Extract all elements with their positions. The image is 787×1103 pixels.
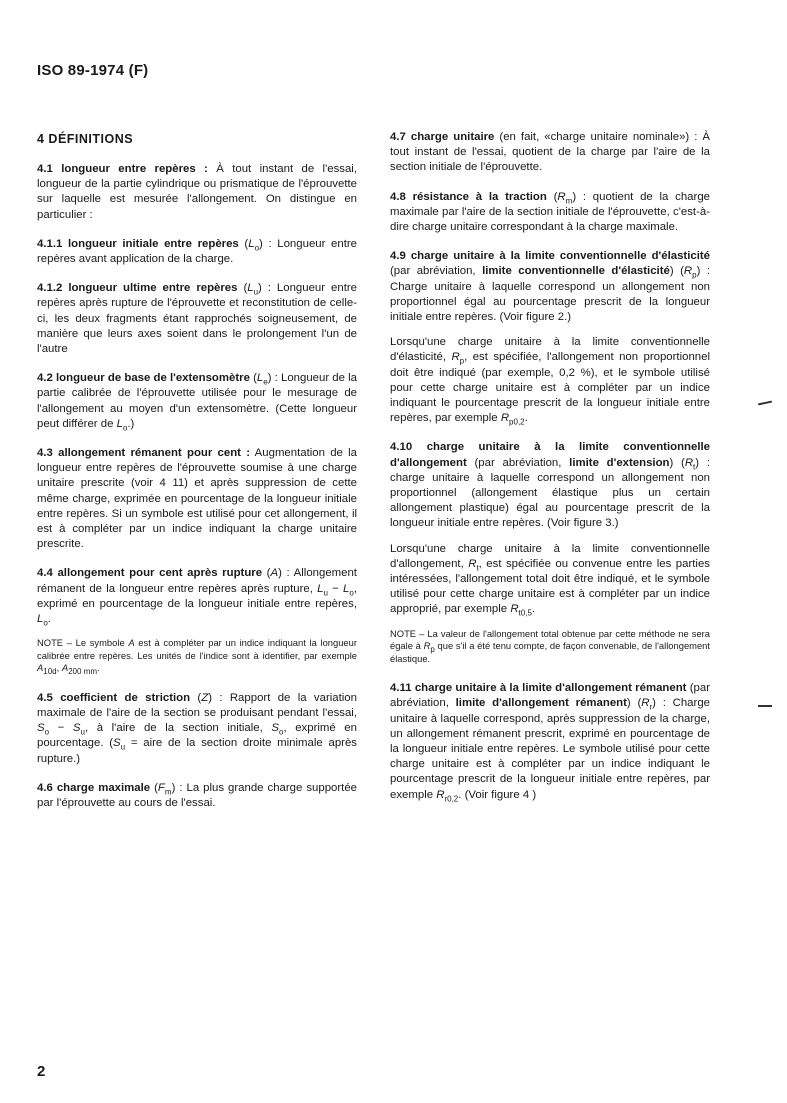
term: charge unitaire à la limite d'allongement rémanent bbox=[414, 682, 687, 695]
clause-number: 4.3 bbox=[37, 447, 53, 460]
definition-text: ) : Longueur entre repères avant application de la charge. bbox=[37, 237, 358, 266]
definition-text: (en fait, «charge unitaire nominale») : À tout instant de l'essai, quotient de la charge par l'aire de la section initiale de l'éprouvette. bbox=[390, 131, 710, 174]
definition-text: Augmentation de la longueur entre repères de l'éprouvette soumise à une charge unitaire prescrite (voir 4 11) et après suppression de cette même charge, exprimée en pourcentage de la longueur initiale entre repères. Si un symbole est utilisé pour cet allongement, il est à compléter par un indice indiquant la charge unitaire prescrite. bbox=[37, 447, 358, 551]
term: charge unitaire à la limite conventionnelle d'élasticité bbox=[410, 250, 710, 263]
document-header: ISO 89-1974 (F) bbox=[37, 62, 149, 79]
term: charge unitaire à la limite conventionnelle d'allongement bbox=[390, 441, 710, 469]
definition-4-1-1: 4.1.1 longueur initiale entre repères $(L_o)$ : Longueur entre repères avant application de la charge. bbox=[37, 237, 358, 266]
left-column bbox=[37, 130, 357, 825]
clause-number: 4.1 bbox=[37, 163, 53, 175]
definition-4-1-2: 4.1.2 longueur ultime entre repères $(L_u)$ : Longueur entre repères après rupture de l'éprouvette et reconstitution de celle-ci, les deux fragments étant rapprochés soigneusement, de manière que leurs axes soient dans le prolongement l'un de l'autre bbox=[37, 282, 357, 356]
definition-text: ) : Longueur de la partie calibrée de l'éprouvette utilisée pour le mesurage de l'allongement au moyen d'un extensomètre. (Cette longueur peut différer de bbox=[37, 372, 357, 430]
paragraph-4-10-b: Lorsqu'une charge unitaire à la limite conventionnelle d'allongement, $R_t$, est spécifiée ou convenue entre les parties intéressées, l'allongement total doit être indiqué, et le symbole utilisé pour cette charge unitaire est à compléter par un indice approprié, par exemple $R_{t0,5}$. bbox=[390, 542, 710, 618]
definition-text: À tout instant de l'essai, longueur de la partie cylindrique ou prismatique de l'éprouvette sur laquelle est mesurée l'allongement. On distingue en particulier : bbox=[37, 163, 357, 221]
term: coefficient de striction bbox=[60, 691, 191, 704]
clause-number: 4.1.2 bbox=[37, 282, 63, 295]
definition-text: ) : Charge unitaire à laquelle correspond, après suppression de la charge, un allongement rémanent prescrit, exprimé en pourcentage de la longueur initiale entre repères. Le symbole utilisé pour cette charge unitaire est à compléter par un indice indiquant le pourcentage prescrit de la longueur initiale entre repères, par exemple bbox=[390, 697, 710, 801]
right-column bbox=[390, 130, 710, 817]
term: longueur entre repères : bbox=[61, 163, 208, 175]
section-title: 4 DÉFINITIONS bbox=[37, 132, 134, 146]
definition-4-8: 4.8 résistance à la traction $(R_m)$ : quotient de la charge maximale par l'aire de la section initiale de l'éprouvette, c'est-à-dire charge unitaire correspondant à la charge maximale. bbox=[390, 190, 710, 234]
term: allongement pour cent après rupture bbox=[57, 567, 263, 580]
clause-number: 4.4 bbox=[37, 567, 53, 580]
symbol: L bbox=[248, 237, 255, 250]
definition-4-6: 4.6 charge maximale $(F_m)$ : La plus grande charge supportée par l'éprouvette au cours de l'essai. bbox=[37, 781, 357, 809]
symbol: L bbox=[247, 282, 254, 295]
definition-4-10: 4.10 charge unitaire à la limite conventionnelle d'allongement (par abréviation, limite d'extension) $(R_t)$ : charge unitaire à laquelle correspond un allongement non proportionnel (allongement élastique plus un certain allongement plastique) égal au pourcentage prescrit de la longueur initiale entre repères. (Voir figure 3.) bbox=[390, 441, 710, 530]
clause-number: 4.8 bbox=[390, 190, 406, 203]
page-number: 2 bbox=[37, 1063, 46, 1080]
clause-number: 4.6 bbox=[37, 781, 53, 794]
definition-4-7 bbox=[390, 130, 710, 176]
term: longueur ultime entre repères bbox=[68, 282, 238, 295]
note-4-10: NOTE – La valeur de l'allongement total obtenue par cette méthode ne sera égale à $R_p$ que s'il a été tenu compte, de façon convenable, de l'allongement élastique. bbox=[390, 627, 711, 664]
term: résistance à la traction bbox=[412, 190, 547, 203]
definition-4-5: 4.5 coefficient de striction (Z) : Rapport de la variation maximale de l'aire de la section se produisant pendant l'essai, $S_o - S_u$, à l'aire de la section initiale, $S_o$, exprimé en pourcentage. ($S_u$ = aire de la section droite minimale après rupture.) bbox=[37, 691, 357, 765]
paragraph-4-9-b: Lorsqu'une charge unitaire à la limite conventionnelle d'élasticité, $R_p$, est spécifiée, l'allongement non proportionnel doit être indiqué (par exemple, 0,2 %), et le symbole utilisé pour cette charge unitaire est à compléter par un indice indiquant le pourcentage prescrit de la longueur initiale entre repères, par exemple $R_{p0,2}$. bbox=[390, 336, 710, 427]
margin-mark bbox=[758, 705, 772, 707]
margin-mark bbox=[758, 401, 772, 406]
clause-number: 4.2 bbox=[37, 372, 53, 385]
term: allongement rémanent pour cent : bbox=[58, 447, 251, 460]
term: charge maximale bbox=[56, 781, 151, 794]
definition-4-4: 4.4 allongement pour cent après rupture (A) : Allongement rémanent de la longueur entre repères après rupture, $L_u - L_o$, exprimé en pourcentage de la longueur initiale entre repères, $L_o$. bbox=[37, 567, 358, 628]
definition-4-2: 4.2 longueur de base de l'extensomètre $(L_e)$ : Longueur de la partie calibrée de l'éprouvette utilisée pour le mesurage de l'allongement au moyen d'un extensomètre. (Cette longueur peut différer de $L_o$.) bbox=[37, 372, 357, 433]
definition-4-1 bbox=[37, 162, 357, 223]
definition-text: ) : charge unitaire à laquelle correspond un allongement non proportionnel (allongement élastique plus un certain allongement plastique) égal au pourcentage prescrit de la longueur initiale entre repères. (Voir figure 3.) bbox=[390, 456, 710, 530]
term: longueur initiale entre repères bbox=[68, 237, 239, 250]
clause-number: 4.11 bbox=[390, 682, 412, 695]
definition-text: ) : Charge unitaire à laquelle correspond un allongement non proportionnel égal au pourcentage prescrit de la longueur initiale entre repères. (Voir figure 2.) bbox=[390, 265, 711, 324]
term: charge unitaire bbox=[410, 131, 495, 143]
definition-4-11: 4.11 charge unitaire à la limite d'allongement rémanent (par abréviation, limite d'allongement rémanent) $(R_r)$ : Charge unitaire à laquelle correspond, après suppression de la charge, un allongement rémanent prescrit, exprimé en pourcentage de la longueur initiale entre repères. Le symbole utilisé pour cette charge unitaire est à compléter par un indice indiquant le pourcentage prescrit de la longueur initiale entre repères, par exemple $R_{r0,2}$. (Voir figure 4 ) bbox=[390, 682, 710, 803]
definition-text: ) : Longueur entre repères après rupture de l'éprouvette et reconstitution de celle-ci, les deux fragments étant rapprochés soigneusement, de manière que leurs axes soient dans le prolongement l'un de l'autre bbox=[37, 282, 357, 356]
clause-number: 4.9 bbox=[390, 250, 406, 263]
note-4-4: NOTE – Le symbole A est à compléter par un indice indiquant la longueur calibrée entre repères. Les unités de l'indice sont à identifier, par exemple $A_{10d}$, $A_{200 mm}$. bbox=[37, 637, 357, 677]
clause-number: 4.5 bbox=[37, 691, 53, 704]
clause-number: 4.10 bbox=[390, 441, 413, 454]
clause-number: 4.1.1 bbox=[37, 237, 63, 250]
definition-4-3 bbox=[37, 446, 357, 552]
definition-text: ) : quotient de la charge maximale par l'aire de la section initiale de l'éprouvette, c'est-à-dire charge unitaire correspondant à la charge maximale. bbox=[390, 190, 710, 234]
term: longueur de base de l'extensomètre bbox=[56, 372, 250, 385]
definition-4-9: 4.9 charge unitaire à la limite conventionnelle d'élasticité (par abréviation, limite conventionnelle d'élasticité) $(R_p)$ : Charge unitaire à laquelle correspond un allongement non proportionnel égal au pourcentage prescrit de la longueur initiale entre repères. (Voir figure 2.) bbox=[390, 250, 711, 324]
definition-text: ) : La plus grande charge supportée par l'éprouvette au cours de l'essai. bbox=[37, 781, 357, 809]
clause-number: 4.7 bbox=[390, 131, 406, 143]
